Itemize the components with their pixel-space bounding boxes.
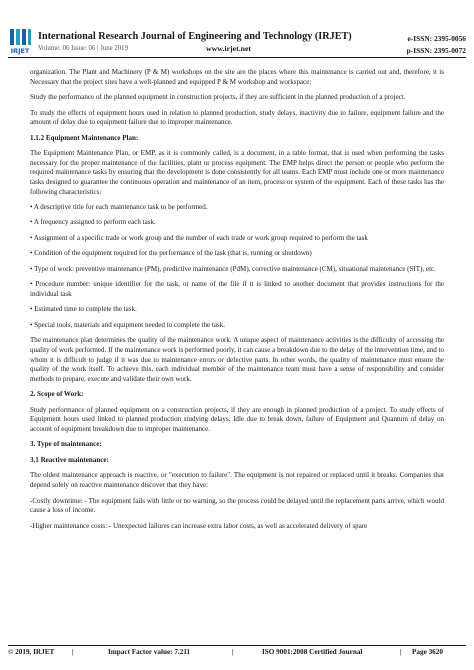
paragraph: -Higher maintenance costs: - Unexpected failures can increase extra labor costs, as well as accelerated delivery of spare (30, 521, 368, 530)
paragraph: The oldest maintenance approach is reactive, or "execution to failure". The equipment is not repaired or replaced until it breaks. Companies that depend solely on reactive maintenance discover that they have: (30, 471, 444, 490)
footer-separator: | (232, 648, 234, 656)
volume-issue: Volume: 06 Issue: 06 | June 2019 (38, 45, 128, 52)
pissn: p-ISSN: 2395-0072 (406, 46, 466, 55)
bullet-item: • A frequency assigned to perform each task. (30, 218, 156, 227)
paragraph: The maintenance plan determines the quality of the maintenance work. A unique aspect of maintenance activities is the difficulty of accessing the quality of work performed. If the maintenance work is performed poorly, it can cause a breakdown due to the delay of the intervention time, and to whom it is difficult to judge if it was due to maintenance errors or defective parts. In other words, the quality of maintenance must ensure the quality of the work itself. To achieve this, each individual member of the maintenance team must have a sense of responsibility and consider methods to prepare, execute and validate their own work. (30, 336, 444, 383)
page-header (0, 0, 474, 60)
footer-impact-factor: Impact Factor value: 7.211 (108, 648, 191, 656)
page-footer (0, 648, 474, 662)
svg-text:IRJET: IRJET (10, 47, 30, 55)
bullet-item: • Condition of the equipment required for the performance of the task (that is, running or shutdown) (30, 249, 312, 258)
page-body (30, 68, 444, 537)
section-heading: 1.1.2 Equipment Maintenance Plan: (30, 133, 139, 142)
subsection-heading: 3.1 Reactive maintenance: (30, 455, 109, 464)
section-heading: 2. Scope of Work: (30, 390, 84, 399)
bullet-item: • Procedure number: unique identifier for the task, or name of the file if it is linked to another document that provides instructions for the individual task (30, 280, 444, 298)
journal-url[interactable]: www.irjet.net (206, 44, 252, 53)
irjet-logo (8, 27, 32, 55)
paragraph: -Costly downtime: - The equipment fails with little or no warning, so the process could be delayed until the replacement parts arrive, which would cause a loss of income. (30, 496, 444, 515)
bullet-item: • Assignment of a specific trade or work group and the number of each trade or work group required to perform the task (30, 233, 368, 242)
footer-divider (8, 645, 466, 646)
bullet-item: • Type of work: preventive maintenance (PM), predictive maintenance (PdM), corrective maintenance (CM), situational maintenance (SIT), etc. (30, 264, 436, 273)
paragraph: organization. The Plant and Machinery (P & M) workshops on the site are the places where this maintenance is carried out and, therefore, it is Necessary that the project sites have a well-planned and equipped P & M workshop and workspace: (30, 68, 444, 86)
header-divider (8, 57, 466, 58)
paragraph: The Equipment Maintenance Plan, or EMP, as it is commonly called, is a document, in a table format, that is used when performing the tasks necessary for the proper maintenance of the facilities, plant or process equipment. The EMP helps direct the person or people who perform the required maintenance tasks by ensuring that the development is done consistently for all teams. Each EMP must include one or more maintenance tasks designed to guarantee the continuous operation and maintenance of an item, process or system of the equipment. Each of these tasks has the following characteristics: (30, 149, 444, 196)
bullet-item: • Estimated time to complete the task. (30, 305, 137, 314)
paragraph: Study performance of planned equipment on a construction projects, if they are enough in planned production of a project. To study effects of Equipment hours used linked to planned production studying delays, Idle due to break down, failure of Equipment and Quantum of delay on account of equipment breakdown due to improper maintenance. (30, 405, 444, 433)
footer-copyright: © 2019, IRJET (8, 648, 55, 656)
footer-separator: | (400, 648, 402, 656)
bullet-item: • A descriptive title for each maintenance task to be performed. (30, 202, 208, 211)
paragraph: Study the performance of the planned equipment in construction projects, if they are sufficient in the planned production of a project. (30, 93, 406, 102)
bullet-item: • Special tools, materials and equipment needed to complete the task. (30, 320, 226, 329)
journal-title: International Research Journal of Engineering and Technology (IRJET) (38, 31, 352, 42)
section-heading: 3. Type of maintenance: (30, 440, 102, 449)
paragraph: To study the effects of equipment hours used in relation to planned production, study delays, inactivity due to failure, equipment failure and the amount of delay due to equipment failure due to improper maintenance. (30, 108, 444, 127)
page-number: Page 3620 (412, 648, 443, 656)
eissn: e-ISSN: 2395-0056 (407, 34, 466, 43)
footer-iso: ISO 9001:2008 Certified Journal (262, 648, 363, 656)
footer-separator: | (72, 648, 74, 656)
